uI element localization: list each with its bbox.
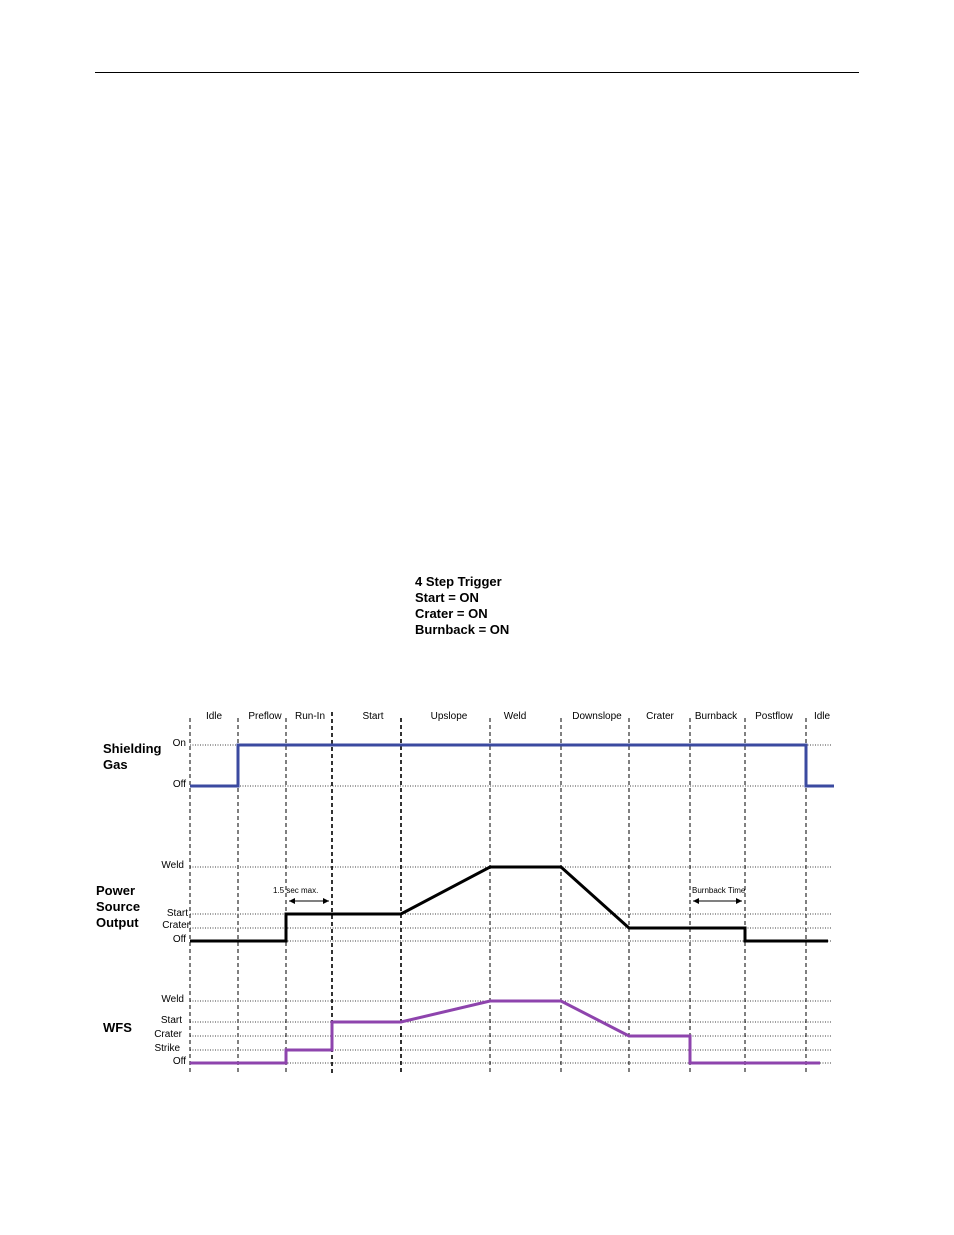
phase-label-start: Start [362,711,384,722]
phase-label-downslope: Downslope [572,711,622,722]
wfs-level-crater: Crater [154,1029,182,1040]
power-level-start: Start [166,908,188,919]
burnback-time-label: Burnback Time [692,886,746,895]
phase-label-idle: Idle [205,711,223,722]
runin-max-label: 1.5 sec max. [273,886,319,895]
phase-label-upslope: Upslope [430,711,468,722]
signal-names [96,741,162,1035]
gas-level-on: On [172,738,186,749]
power-level-weld: Weld [161,860,184,871]
phase-label-burnback: Burnback [694,711,738,722]
power-name-line1: Power [96,883,136,898]
phase-label-postflow: Postflow [755,711,793,722]
phase-label-idle-end: Idle [813,711,831,722]
gas-name-line2: Gas [103,757,128,772]
level-labels [154,738,190,1067]
phase-label-crater: Crater [646,711,674,722]
title-line-2: Start = ON [415,590,479,605]
burnback-annotation [692,886,746,901]
gas-name-line1: Shielding [103,741,162,756]
title-line-1: 4 Step Trigger [415,574,502,589]
title-line-3: Crater = ON [415,606,488,621]
wfs-level-off: Off [172,1056,186,1067]
phase-labels [206,711,831,722]
gas-trace [190,745,834,786]
power-name-line2: Source [96,899,141,914]
wfs-name-line1: WFS [103,1020,132,1035]
phase-label-run-in: Run-In [294,711,326,722]
wfs-trace [190,1001,820,1063]
power-name-line3: Output [96,915,139,930]
title-line-4: Burnback = ON [415,622,510,637]
runin-annotation [273,886,329,901]
phase-label-preflow: Preflow [248,711,282,722]
power-level-off: Off [172,934,186,945]
wfs-level-start: Start [160,1015,182,1026]
power-level-crater: Crater [162,920,190,931]
phase-label-weld: Weld [503,711,527,722]
wfs-level-strike: Strike [154,1043,180,1054]
gas-level-off: Off [172,779,186,790]
wfs-level-weld: Weld [161,994,184,1005]
